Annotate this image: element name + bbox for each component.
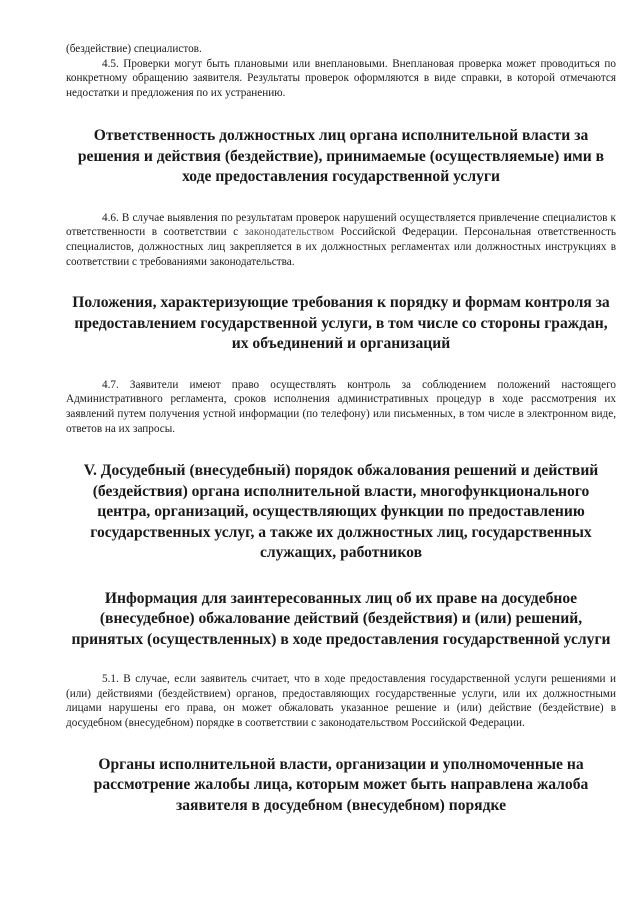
paragraph-4-6 (66, 211, 616, 269)
paragraph-5-1: 5.1. В случае, если заявитель считает, что в ходе предоставления государственной услуги решениями и (или) действиями (бездействием) органов, предоставляющих государственные услуги, или их должностными лицами нарушены его права, он может обжаловать указанное решение и (или) действие (бездействие) в досудебном (внесудебном) порядке в соответствии с законодательством Российской Федерации. (66, 673, 616, 729)
section-heading-responsibility: Ответственность должностных лиц органа исполнительной власти за решения и действия (бездействие), принимаемые (осуществляемые) ими в ходе предоставления государственной услуги (77, 127, 605, 186)
paragraph-4-6-end: Российской Федерации. Персональная ответственность специалистов, должностных лиц закрепляется в их должностных регламентах или должностных инструкциях в соответствии с требованиями законодательства. (66, 226, 617, 268)
legislation-link[interactable]: законодательством (244, 226, 335, 239)
chapter-heading-v: V. Досудебный (внесудебный) порядок обжалования решений и действий (бездействия) органа исполнительной власти, многофункционального центра, организаций, осуществляющих функции по предоставлению государственных услуг, а также их должностных лиц, государственных служащих, работников (83, 462, 599, 562)
paragraph-4-7: 4.7. Заявители имеют право осуществлять контроль за соблюдением положений настоящего Административного регламента, сроков исполнения административных процедур в ходе рассмотрения их заявлений путем получения устной информации (по телефону) или письменных, в том числе в электронном виде, ответов на их запросы. (66, 378, 616, 435)
section-heading-complaint-bodies: Органы исполнительной власти, организации и уполномоченные на рассмотрение жалобы лица, которым может быть направлена жалоба заявителя в досудебном (внесудебном) порядке (93, 755, 589, 814)
section-heading-appeal-info: Информация для заинтересованных лиц об их праве на досудебное (внесудебное) обжалование действий (бездействия) и (или) решений, принятых (осуществленных) в ходе предоставления государственной услуги (71, 589, 611, 648)
paragraph-4-6-start: 4.6. В случае выявления по результатам проверок нарушений осуществляется привлечение специалистов к ответственности в соответствии с (66, 211, 616, 239)
paragraph-continuation: (бездействие) специалистов. (66, 43, 202, 55)
section-heading-control-provisions: Положения, характеризующие требования к порядку и формам контроля за предоставлением государственной услуги, в том числе со стороны граждан, их объединений и организаций (72, 294, 610, 353)
paragraph-4-5: 4.5. Проверки могут быть плановыми или внеплановыми. Внеплановая проверка может проводиться по конкретному обращению заявителя. Результаты проверок оформляются в виде справки, в которой отмечаются недостатки и предложения по их устранению. (66, 57, 616, 99)
document-page (66, 42, 616, 816)
